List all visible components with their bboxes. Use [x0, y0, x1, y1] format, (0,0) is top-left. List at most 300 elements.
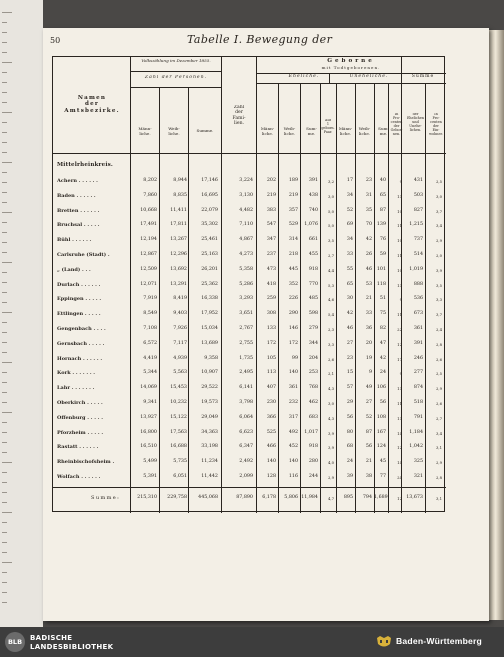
ruler-tick: [2, 102, 7, 103]
header-illegit-male: Männ- liche.: [338, 127, 353, 136]
ruler-tick: [2, 62, 12, 63]
ruler-tick: [2, 422, 7, 423]
cell-lm: 418: [266, 281, 276, 287]
cell-lt: 770: [308, 281, 318, 287]
header-sum-pct: In Pro- centen der Ein- wohner.: [429, 113, 443, 136]
district-name: Eppingen . . . . .: [57, 296, 102, 303]
cell-sp: 2,9: [435, 386, 442, 392]
cell-ip: 14: [397, 430, 402, 436]
ruler-tick: [2, 32, 7, 33]
cell-lt: 253: [308, 370, 318, 376]
cell-lf: 219: [288, 192, 298, 198]
cell-sp: 3,4: [435, 430, 442, 436]
cell-st: 791: [413, 414, 423, 420]
ruler-tick: [2, 532, 7, 533]
cell-female: 8,835: [173, 192, 187, 198]
cell-sp: 3,7: [435, 208, 442, 214]
cell-lf: 172: [288, 340, 298, 346]
cell-lr: 3,3: [327, 341, 334, 347]
cell-it: 59: [379, 252, 386, 257]
cell-if: 49: [365, 385, 372, 391]
cell-st: 888: [413, 281, 423, 287]
cell-ip: 12: [397, 445, 402, 451]
cell-total: 16,695: [201, 192, 218, 198]
header-total: Summe.: [196, 129, 214, 133]
cell-im: 65: [346, 281, 353, 287]
cell-ip: 13: [397, 415, 402, 421]
cell-im: 24: [346, 459, 353, 465]
sum-im: 895: [343, 495, 353, 500]
cell-female: 6,051: [173, 474, 187, 479]
cell-female: 8,419: [173, 296, 187, 302]
cell-if: 27: [365, 400, 372, 405]
cell-families: 6,623: [239, 429, 253, 435]
cell-lt: 438: [308, 192, 318, 198]
ruler-tick: [2, 472, 7, 473]
cell-total: 15,034: [201, 326, 218, 331]
ruler-tick: [2, 402, 7, 403]
cell-female: 5,563: [173, 370, 187, 376]
ruler-tick: [2, 42, 7, 43]
bw-name[interactable]: Baden-Württemberg: [396, 636, 482, 646]
cell-lr: 4,4: [327, 267, 334, 273]
table-rule: [130, 87, 221, 88]
cell-female: 13,692: [170, 266, 187, 272]
table-rule: [130, 71, 221, 72]
ruler-tick: [2, 582, 7, 583]
district-name: Achern . . . . . .: [57, 178, 98, 184]
cell-total: 25,362: [201, 281, 218, 287]
cell-lm: 473: [266, 266, 276, 272]
cell-male: 6,572: [143, 340, 157, 346]
cell-im: 29: [346, 400, 353, 405]
cell-if: 36: [365, 326, 372, 331]
header-persons: Zahl der Personen.: [144, 75, 208, 80]
cell-st: 536: [413, 296, 423, 302]
cell-im: 52: [346, 207, 353, 213]
cell-female: 15,122: [170, 414, 187, 420]
ruler-tick: [2, 392, 7, 393]
cell-im: 39: [346, 474, 353, 479]
cell-total: 16,338: [201, 296, 218, 302]
cell-lm: 383: [266, 207, 276, 213]
cell-lm: 172: [266, 340, 276, 346]
ruler-tick: [2, 322, 7, 323]
cell-lt: 1,076: [304, 222, 318, 228]
cell-im: 56: [346, 414, 353, 420]
district-name: Bretten . . . . . .: [57, 207, 100, 214]
cell-sp: 2,6: [435, 356, 442, 362]
page-edge: [489, 30, 504, 620]
cell-lm: 525: [266, 429, 276, 435]
cell-it: 139: [376, 222, 386, 228]
cell-lr: 3,9: [327, 430, 334, 436]
cell-st: 1,042: [409, 444, 423, 450]
cell-sp: 2,0: [435, 253, 442, 258]
cell-lf: 357: [288, 207, 298, 213]
cell-lr: 3,5: [327, 238, 334, 244]
header-illegit-female: Weib- liche.: [358, 127, 371, 136]
cell-st: 827: [413, 207, 423, 213]
cell-st: 431: [413, 178, 423, 183]
cell-sp: 2,9: [435, 460, 442, 466]
ruler-tick: [2, 92, 7, 93]
cell-lr: 4,3: [327, 386, 334, 392]
section-title: Mittelrheinkreis.: [57, 162, 114, 168]
cell-st: 518: [413, 400, 423, 405]
scale-ruler: [0, 0, 43, 627]
cell-st: 325: [413, 459, 423, 465]
cell-lm: 202: [266, 178, 276, 183]
district-name: Pforzheim . . . . .: [57, 429, 104, 436]
cell-sp: 3,7: [435, 312, 442, 318]
cell-sp: 2,8: [435, 475, 442, 480]
cell-lm: 237: [266, 252, 276, 257]
ruler-tick: [2, 482, 7, 483]
cell-im: 34: [346, 192, 353, 198]
ruler-tick: [2, 202, 7, 203]
cell-male: 4,419: [143, 355, 157, 361]
sum-female: 229,758: [167, 495, 187, 500]
cell-sp: 2,7: [435, 415, 442, 421]
cell-ip: 10: [397, 267, 402, 273]
cell-lf: 290: [288, 311, 298, 317]
cell-if: 31: [365, 192, 372, 198]
cell-female: 4,939: [173, 355, 187, 361]
cell-lt: 244: [308, 474, 318, 479]
sum-if: 794: [362, 495, 372, 500]
cell-lr: 5,3: [327, 282, 334, 288]
cell-families: 6,141: [239, 385, 253, 391]
table-rule: [53, 153, 446, 154]
header-legitimate: Eheliche.: [288, 74, 320, 79]
ruler-tick: [2, 372, 7, 373]
cell-lr: 2,1: [327, 371, 334, 377]
cell-families: 3,798: [239, 400, 253, 405]
blb-name-line1: BADISCHE: [30, 634, 73, 642]
cell-it: 87: [379, 207, 386, 213]
cell-if: 19: [365, 355, 372, 361]
cell-total: 11,442: [201, 474, 218, 479]
cell-if: 20: [365, 340, 372, 346]
district-name: Bruchsal . . . . .: [57, 222, 100, 229]
cell-st: 246: [413, 355, 423, 361]
cell-families: 2,755: [239, 340, 253, 346]
cell-male: 7,108: [143, 326, 157, 331]
cell-total: 9,358: [204, 355, 218, 361]
cell-sp: 3,1: [435, 445, 442, 451]
cell-it: 40: [379, 178, 386, 183]
cell-st: 1,184: [409, 429, 423, 435]
cell-total: 34,363: [201, 429, 218, 435]
ruler-tick: [2, 452, 7, 453]
cell-ip: 13: [397, 282, 402, 288]
cell-st: 737: [413, 237, 423, 243]
ruler-tick: [2, 592, 7, 593]
cell-lf: 116: [288, 474, 298, 479]
cell-lf: 226: [288, 296, 298, 302]
cell-ip: 10: [397, 208, 402, 214]
cell-im: 80: [346, 429, 353, 435]
header-legit-ratio: Auf 1 geborn. Paar.: [321, 119, 335, 134]
blb-name-line2: LANDESBIBLIOTHEK: [30, 642, 114, 651]
cell-lt: 280: [308, 459, 318, 465]
ruler-tick: [2, 352, 7, 353]
sum-families: 87,890: [236, 495, 253, 500]
cell-it: 24: [379, 370, 386, 376]
ruler-tick: [2, 512, 12, 513]
cell-ip: 17: [397, 356, 402, 362]
cell-total: 29,049: [201, 414, 218, 420]
ruler-tick: [2, 312, 12, 313]
cell-families: 4,867: [239, 237, 253, 243]
cell-lm: 366: [266, 414, 276, 420]
cell-male: 5,499: [143, 459, 157, 465]
cell-lt: 598: [308, 311, 318, 317]
cell-sp: 3,4: [435, 223, 442, 229]
cell-im: 27: [346, 340, 353, 346]
district-name: Durlach . . . . . .: [57, 281, 101, 288]
cell-lf: 452: [288, 444, 298, 450]
cell-total: 19,573: [201, 400, 218, 405]
cell-male: 5,344: [143, 370, 157, 376]
cell-ip: 11: [397, 253, 402, 258]
ruler-tick: [2, 82, 7, 83]
ruler-tick: [2, 262, 12, 263]
table-rule: [256, 83, 446, 84]
district-name: Offenburg . . . . .: [57, 414, 103, 421]
cell-ip: 10: [397, 238, 402, 244]
sum-ip: 12: [397, 496, 402, 501]
sum-male: 215,310: [137, 495, 157, 500]
cell-families: 3,130: [239, 192, 253, 198]
table-column-rule: [188, 87, 189, 513]
district-name: Hornach . . . . . .: [57, 355, 103, 362]
header-legit-total: Sum- me.: [306, 127, 317, 136]
cell-lf: 99: [291, 355, 298, 361]
cell-it: 65: [379, 192, 386, 198]
cell-female: 12,296: [170, 252, 187, 257]
cell-it: 108: [376, 414, 386, 420]
cell-if: 42: [365, 237, 372, 243]
ruler-tick: [2, 602, 7, 603]
cell-lf: 529: [288, 222, 298, 228]
ruler-tick: [2, 432, 7, 433]
cell-lm: 259: [266, 296, 276, 302]
cell-male: 12,867: [140, 252, 157, 257]
cell-im: 34: [346, 237, 353, 243]
cell-lt: 1,017: [304, 429, 318, 435]
sum-lf: 5,806: [284, 495, 298, 500]
blb-name[interactable]: [30, 634, 113, 651]
cell-st: 321: [413, 474, 423, 479]
ruler-tick: [2, 522, 7, 523]
cell-lr: 5,0: [327, 223, 334, 229]
header-names-column: Namen der Amtsbezirke.: [64, 95, 120, 114]
cell-ip: 11: [397, 223, 402, 229]
cell-if: 26: [365, 252, 372, 257]
cell-lt: 683: [308, 414, 318, 420]
cell-lt: 485: [308, 296, 318, 302]
cell-male: 8,549: [143, 311, 157, 317]
cell-families: 1,735: [239, 355, 253, 361]
bw-crest-icon: [376, 635, 392, 649]
cell-female: 10,232: [170, 400, 187, 405]
cell-families: 2,767: [239, 326, 253, 331]
district-name: Rastatt . . . . . .: [57, 444, 99, 451]
table-column-rule: [300, 83, 301, 513]
cell-im: 15: [346, 370, 353, 376]
cell-total: 11,234: [201, 459, 218, 465]
cell-if: 53: [365, 281, 372, 287]
cell-it: 51: [379, 296, 386, 302]
cell-lm: 407: [266, 385, 276, 391]
cell-families: 3,293: [239, 296, 253, 302]
cell-lf: 314: [288, 237, 298, 243]
ruler-tick: [2, 332, 7, 333]
cell-ip: 22: [397, 327, 402, 332]
cell-total: 22,079: [201, 207, 218, 213]
cell-st: 391: [413, 340, 423, 346]
page-heading: Tabelle I. Bewegung der: [187, 33, 333, 46]
cell-total: 26,201: [201, 266, 218, 272]
cell-if: 56: [365, 444, 372, 450]
blb-logo[interactable]: BLB: [5, 632, 25, 652]
cell-it: 42: [379, 355, 386, 361]
sum-label: Summe:: [91, 495, 121, 501]
cell-total: 33,198: [201, 444, 218, 450]
cell-sp: 3,0: [435, 193, 442, 199]
cell-it: 56: [379, 400, 386, 405]
ruler-tick: [2, 72, 7, 73]
cell-lm: 140: [266, 459, 276, 465]
cell-female: 7,117: [173, 340, 187, 346]
cell-lf: 232: [288, 400, 298, 405]
sum-st: 13,673: [406, 495, 423, 500]
header-legit-female: Weib- liche.: [283, 127, 296, 136]
ruler-tick: [2, 152, 7, 153]
cell-it: 118: [376, 281, 386, 287]
table-column-rule: [401, 57, 402, 513]
cell-lf: 146: [288, 326, 298, 331]
cell-sp: 2,9: [435, 238, 442, 244]
cell-if: 87: [365, 429, 372, 435]
cell-st: 361: [413, 326, 423, 331]
header-sum: Summe: [411, 74, 435, 79]
district-name: Gernsbach . . . . .: [57, 340, 105, 347]
cell-lt: 279: [308, 326, 318, 331]
cell-it: 82: [379, 326, 386, 331]
cell-lf: 140: [288, 370, 298, 376]
cell-if: 70: [365, 222, 372, 228]
cell-im: 23: [346, 355, 353, 361]
table-column-rule: [388, 83, 389, 513]
cell-if: 52: [365, 414, 372, 420]
cell-sp: 2,5: [435, 179, 442, 184]
cell-female: 13,291: [170, 281, 187, 287]
cell-ip: 13: [397, 386, 402, 392]
cell-lf: 140: [288, 459, 298, 465]
table-column-rule: [355, 83, 356, 513]
cell-it: 124: [376, 444, 386, 450]
cell-female: 8,944: [173, 178, 187, 183]
ruler-tick: [2, 222, 7, 223]
cell-im: 69: [346, 222, 353, 228]
cell-families: 4,273: [239, 252, 253, 257]
cell-lt: 462: [308, 400, 318, 405]
ruler-tick: [2, 252, 7, 253]
district-name: Baden . . . . . .: [57, 192, 96, 199]
ruler-tick: [2, 462, 12, 463]
district-name: Wolfach . . . . . .: [57, 474, 101, 480]
ruler-tick: [2, 272, 7, 273]
cell-lt: 661: [308, 237, 318, 243]
ruler-tick: [2, 112, 12, 113]
cell-lr: 2,3: [327, 327, 334, 332]
cell-st: 514: [413, 252, 423, 257]
ruler-tick: [2, 282, 7, 283]
ruler-tick: [2, 342, 7, 343]
cell-st: 874: [413, 385, 423, 391]
cell-female: 5,735: [173, 459, 187, 465]
sum-lm: 6,178: [262, 495, 276, 500]
cell-if: 9: [368, 370, 372, 376]
header-illegit-pct: In Pro- centen der Gebor- nen.: [390, 113, 403, 136]
cell-lr: 2,6: [327, 356, 334, 362]
cell-male: 13,927: [140, 414, 157, 420]
cell-male: 16,510: [140, 444, 157, 450]
table-rule: [53, 487, 446, 488]
ruler-tick: [2, 172, 7, 173]
cell-ip: 11: [397, 401, 402, 406]
cell-lm: 547: [266, 222, 276, 228]
cell-st: 277: [413, 370, 423, 376]
cell-if: 38: [365, 474, 372, 479]
cell-if: 21: [365, 459, 372, 465]
cell-lf: 352: [288, 281, 298, 287]
cell-st: 1,019: [409, 266, 423, 272]
cell-lr: 3,9: [327, 445, 334, 451]
sum-lr: 4,7: [327, 496, 334, 501]
cell-it: 167: [376, 429, 386, 435]
cell-ip: 11: [397, 312, 402, 318]
cell-if: 35: [365, 207, 372, 213]
sum-lt: 11,984: [301, 495, 318, 500]
table-column-rule: [278, 83, 279, 513]
district-name: Gengenbach . . . .: [57, 326, 106, 332]
table-column-rule: [221, 57, 222, 513]
ruler-tick: [2, 562, 12, 563]
cell-lf: 361: [288, 385, 298, 391]
cell-male: 8,202: [143, 178, 157, 183]
cell-lt: 918: [308, 444, 318, 450]
cell-it: 76: [379, 237, 386, 243]
ruler-tick: [2, 22, 7, 23]
cell-families: 7,110: [239, 222, 253, 228]
cell-lr: 2,7: [327, 253, 334, 258]
cell-female: 17,811: [170, 222, 187, 228]
cell-lt: 391: [308, 178, 318, 183]
cell-total: 25,163: [201, 252, 218, 257]
ruler-tick: [2, 412, 12, 413]
cell-lr: 4,3: [327, 415, 334, 421]
cell-sp: 2,6: [435, 401, 442, 406]
header-female: Weib- liche.: [168, 127, 180, 136]
cell-if: 33: [365, 311, 372, 317]
cell-it: 75: [379, 311, 386, 317]
cell-if: 21: [365, 296, 372, 302]
cell-female: 15,453: [170, 385, 187, 391]
